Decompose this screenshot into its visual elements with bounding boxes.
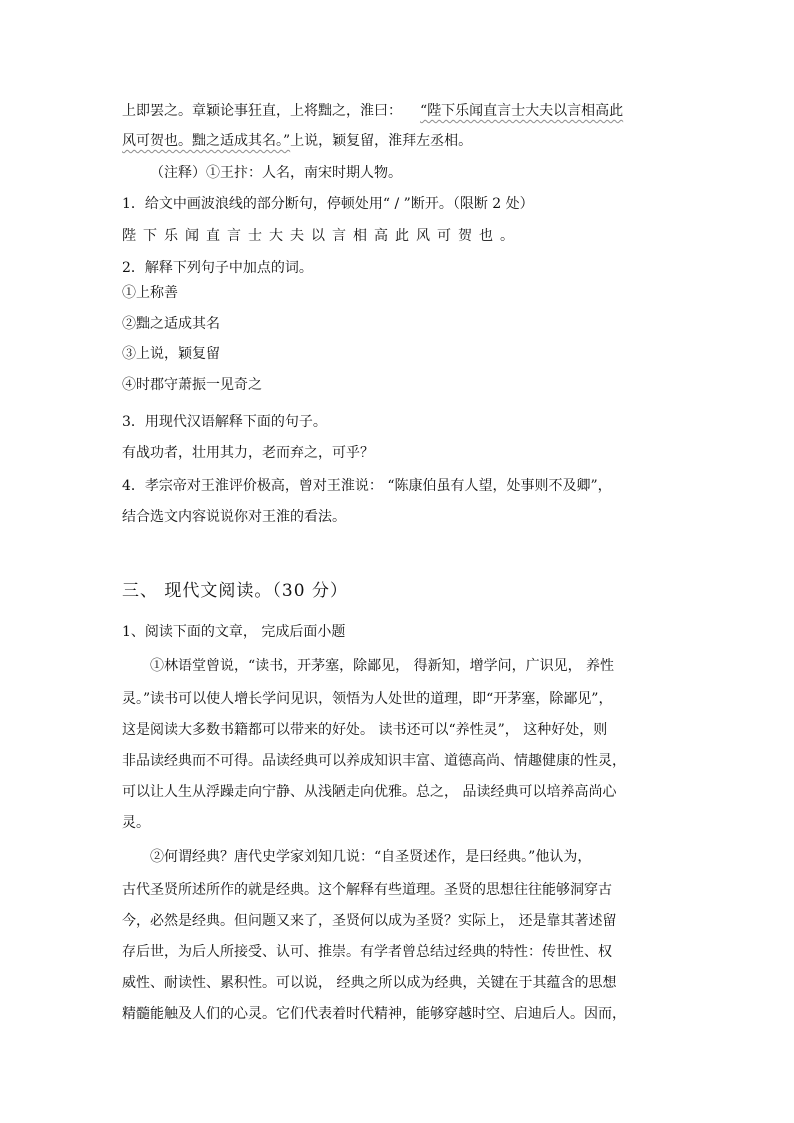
- paragraph-2-line: ②何谓经典？唐代史学家刘知几说：“自圣贤述作，是曰经典。”他认为，: [150, 849, 592, 865]
- question-2-item: ③上说，颖复留: [122, 346, 220, 362]
- paragraph-1-line: ①林语堂曾说，“读书，开茅塞，除鄙见， 得新知，增学问，广识见， 养性: [150, 658, 615, 674]
- paragraph-1-line: 灵。”读书可以使人增长学问见识，领悟为人处世的道理，即“开茅塞，除鄙见”，: [122, 691, 613, 707]
- paragraph-1-line: 这是阅读大多数书籍都可以带来的好处。 读书还可以“养性灵”， 这种好处，则: [122, 722, 608, 738]
- line-2-text: 上说，颖复留，淮拜左丞相。: [290, 133, 473, 149]
- paragraph-1-line: 灵。: [122, 815, 150, 831]
- question-2-item: ②黜之适成其名: [122, 316, 220, 332]
- question-2-item: ①上称善: [122, 285, 178, 301]
- wavy-underlined-passage-part-1: “陛下乐闻直言士大夫以言相高此: [420, 103, 624, 119]
- paragraph-2-line: 今，必然是经典。但问题又来了，圣贤何以成为圣贤？实际上， 还是靠其著述留: [122, 913, 617, 929]
- question-4-line-2: 结合选文内容说说你对王淮的看法。: [122, 509, 346, 525]
- question-1: 1．给文中画波浪线的部分断句，停顿处用“ / ”断开。（限断 2 处）: [122, 196, 534, 212]
- question-4-line-1: 4．孝宗帝对王淮评价极高，曾对王淮说： “陈康伯虽有人望，处事则不及卿”，: [122, 478, 612, 494]
- question-3: 3．用现代汉语解释下面的句子。: [122, 414, 327, 430]
- question-3-text: 有战功者，壮用其力，老而弃之，可乎？: [122, 445, 374, 461]
- section-3-question-1: 1、阅读下面的文章， 完成后面小题: [122, 624, 346, 640]
- paragraph-2-line: 精髓能触及人们的心灵。它们代表着时代精神，能够穿越时空、启迪后人。因而，: [122, 1006, 626, 1022]
- question-2: 2．解释下列句子中加点的词。: [122, 260, 313, 276]
- paragraph-2-line: 存后世，为后人所接受、认可、推崇。有学者曾总结过经典的特性：传世性、权: [122, 944, 612, 960]
- section-3-title: 三、 现代文阅读。（30 分）: [122, 581, 348, 601]
- question-2-item: ④时郡守萧振一见奇之: [122, 377, 262, 393]
- paragraph-1-line: 非品读经典而不可得。品读经典可以养成知识丰富、道德高尚、情趣健康的性灵，: [122, 753, 626, 769]
- question-1-text: 陛下乐闻直言士大夫以言相高此风可贺也。: [122, 228, 521, 244]
- classical-line-1: [122, 101, 623, 121]
- classical-line-2: [122, 131, 472, 151]
- paragraph-2-line: 古代圣贤所述所作的就是经典。这个解释有些道理。圣贤的思想往往能够洞穿古: [122, 882, 612, 898]
- annotation-note: （注释）①王抃：人名，南宋时期人物。: [150, 165, 402, 181]
- line-1-text: 上即罢之。章颖论事狂直，上将黜之，淮曰：: [122, 103, 402, 119]
- paragraph-2-line: 威性、耐读性、累积性。可以说， 经典之所以成为经典，关键在于其蕴含的思想: [122, 975, 617, 991]
- paragraph-1-line: 可以让人生从浮躁走向宁静、从浅陋走向优雅。总之， 品读经典可以培养高尚心: [122, 784, 617, 800]
- wavy-underlined-passage-part-2: 风可贺也。黜之适成其名。”: [122, 133, 291, 149]
